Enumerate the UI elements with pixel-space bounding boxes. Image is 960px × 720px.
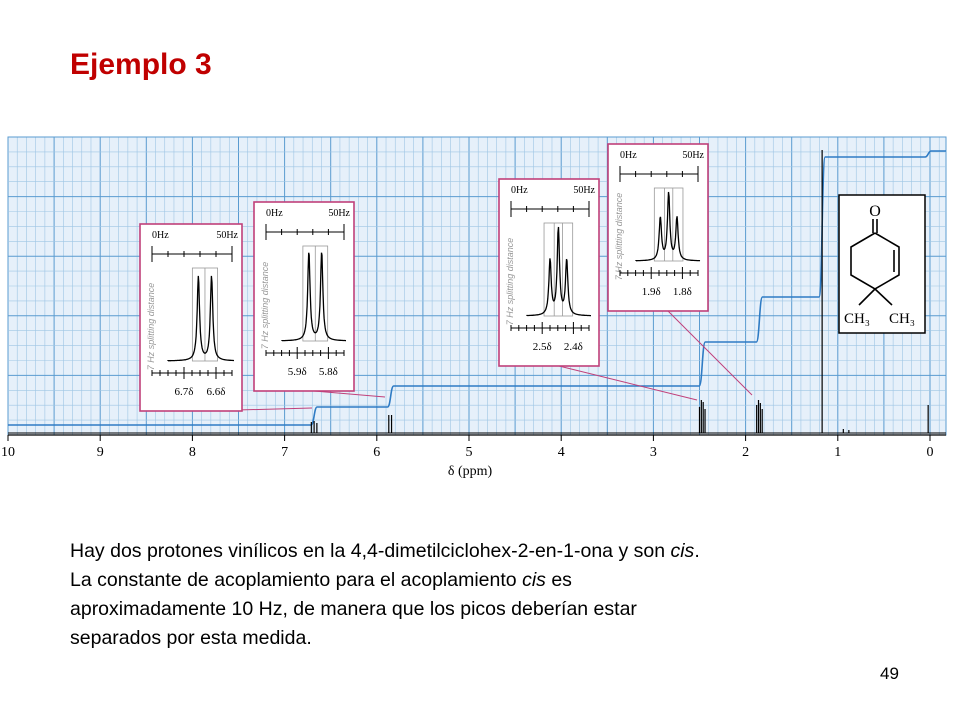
inset-ppm-label-left: 2.5δ xyxy=(532,341,552,353)
body-line xyxy=(70,537,890,566)
carbonyl-oxygen-label: O xyxy=(869,203,881,220)
expansion-inset xyxy=(254,202,354,391)
x-tick-label: 9 xyxy=(96,445,104,460)
nmr-spectrum-figure xyxy=(0,125,960,485)
body-text-segment: aproximadamente 10 Hz, de manera que los picos deberían estar xyxy=(70,598,637,620)
inset-hz-label-right: 50Hz xyxy=(216,230,238,241)
body-text xyxy=(70,537,890,653)
x-axis xyxy=(1,435,946,460)
inset-ppm-label-left: 6.7δ xyxy=(174,386,194,398)
inset-hz-label-left: 0Hz xyxy=(152,230,169,241)
x-tick-label: 3 xyxy=(649,445,657,460)
inset-ppm-label-right: 2.4δ xyxy=(563,341,583,353)
body-text-segment: Hay dos protones vinílicos en la 4,4-dimetilciclohex-2-en-1-ona y son xyxy=(70,540,671,562)
expansion-inset xyxy=(499,179,599,366)
inset-hz-label-right: 50Hz xyxy=(682,150,704,161)
methyl-right-label: CH₃ xyxy=(888,311,916,327)
inset-hz-label-right: 50Hz xyxy=(328,208,350,219)
body-line xyxy=(70,624,890,653)
x-tick-label: 7 xyxy=(281,445,289,460)
x-tick-label: 6 xyxy=(373,445,381,460)
inset-ppm-label-right: 6.6δ xyxy=(206,386,226,398)
x-tick-label: 8 xyxy=(188,445,196,460)
body-line xyxy=(70,566,890,595)
x-tick-label: 4 xyxy=(557,445,565,460)
inset-ppm-label-left: 1.9δ xyxy=(641,286,661,298)
x-tick-label: 0 xyxy=(926,445,934,460)
inset-hz-label-right: 50Hz xyxy=(573,185,595,196)
body-line xyxy=(70,595,890,624)
inset-hz-label-left: 0Hz xyxy=(620,150,637,161)
x-tick-label: 10 xyxy=(1,445,15,460)
body-text-italic: cis xyxy=(670,540,695,562)
inset-splitting-note: 7 Hz splitting distance xyxy=(505,237,515,326)
inset-splitting-note: 7 Hz splitting distance xyxy=(614,192,624,281)
body-text-segment: separados por esta medida. xyxy=(70,627,312,649)
x-tick-label: 2 xyxy=(742,445,750,460)
methyl-left-label: CH₃ xyxy=(843,311,871,327)
inset-ppm-label-right: 1.8δ xyxy=(672,286,692,298)
page-number: 49 xyxy=(880,664,899,683)
x-tick-label: 5 xyxy=(465,445,473,460)
x-tick-label: 1 xyxy=(834,445,842,460)
x-axis-label: δ (ppm) xyxy=(447,464,493,479)
inset-ppm-label-left: 5.9δ xyxy=(287,366,307,378)
inset-splitting-note: 7 Hz splitting distance xyxy=(260,261,270,350)
expansion-inset xyxy=(140,224,242,411)
body-text-segment: es xyxy=(545,569,572,591)
inset-ppm-label-right: 5.8δ xyxy=(318,366,338,378)
body-text-segment: . xyxy=(694,540,700,562)
slide-title: Ejemplo 3 xyxy=(70,48,212,81)
body-text-segment: La constante de acoplamiento para el acoplamiento xyxy=(70,569,523,591)
body-text-italic: cis xyxy=(522,569,546,591)
inset-splitting-note: 7 Hz splitting distance xyxy=(146,282,156,371)
inset-hz-label-left: 0Hz xyxy=(511,185,528,196)
expansion-inset xyxy=(608,144,708,311)
molecule-structure xyxy=(839,195,925,333)
inset-hz-label-left: 0Hz xyxy=(266,208,283,219)
